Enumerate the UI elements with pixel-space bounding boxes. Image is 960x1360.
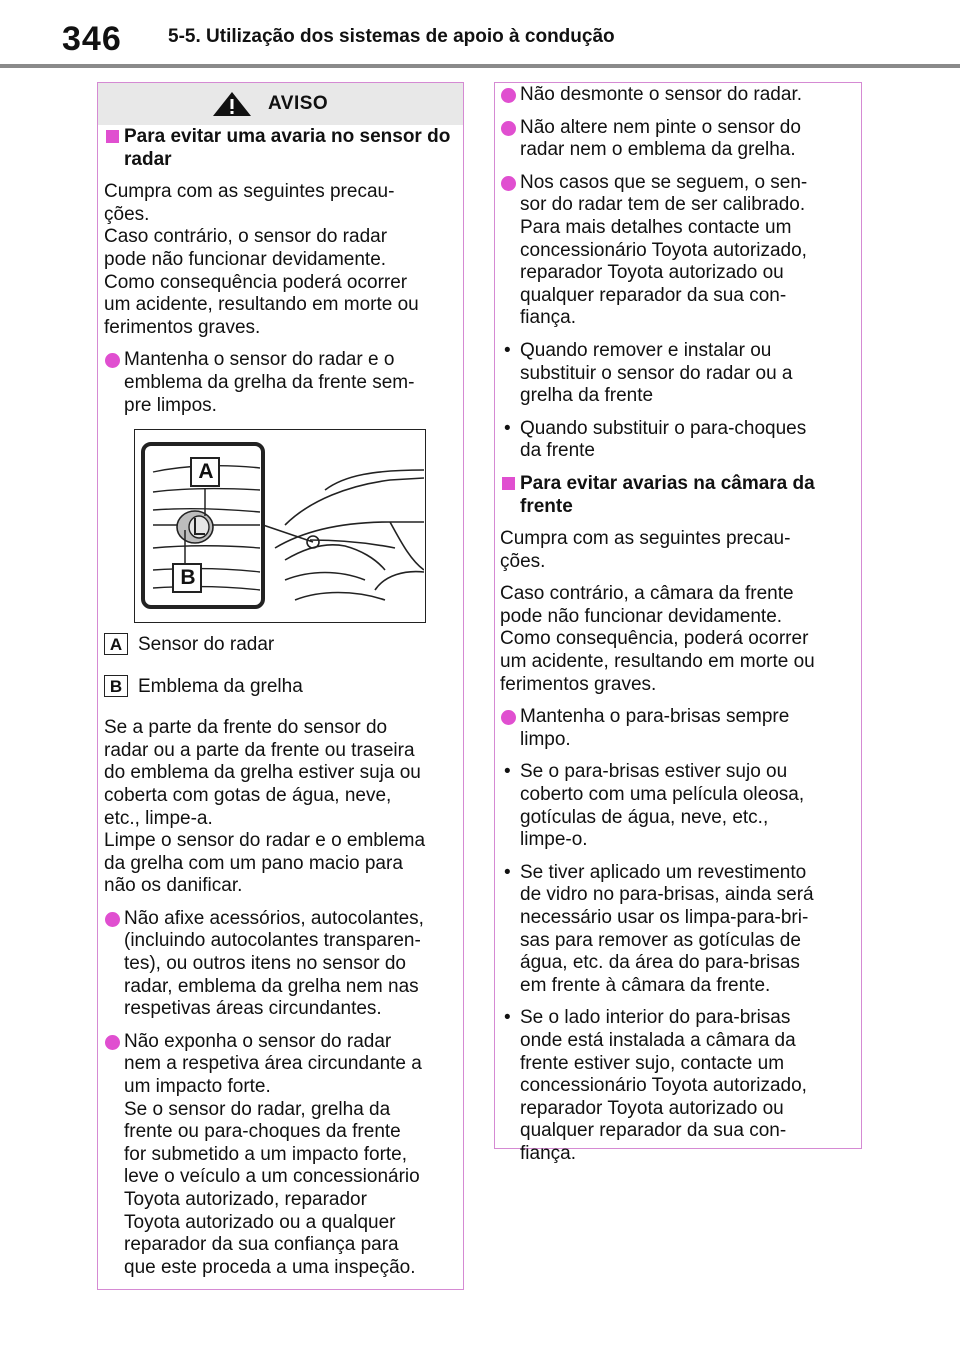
right-column: [500, 84, 852, 1176]
caption-radar-sensor: [104, 633, 454, 657]
figure-label-a: A: [198, 460, 214, 484]
caption-grille-emblem: [104, 675, 454, 699]
bullet-replace-bumper: • Quando substituir o para-choques da frente: [500, 418, 852, 463]
caption-tag-a: A: [104, 633, 128, 655]
heading-front-camera: Para evitar avarias na câmara da frente: [500, 473, 852, 518]
page-header: [0, 0, 960, 70]
dot-item-no-accessories: Não afixe acessórios, autocolantes, (incluindo autocolantes transparen- tes), ou outros itens no sensor do radar, emblema da grelha nem nas respetivas áreas circundantes.: [104, 908, 454, 1021]
bullet-inner-windshield: • Se o lado interior do para-brisas onde está instalada a câmara da frente estiver sujo, contacte um concessionário Toyota autorizado, reparador Toyota autorizado ou qualquer reparador da sua con- fiança.: [500, 1007, 852, 1165]
caption-tag-b: B: [104, 675, 128, 697]
radar-sensor-figure: [134, 429, 426, 623]
warning-label: AVISO: [268, 93, 329, 114]
bullet-remove-install: • Quando remover e instalar ou substituir o sensor do radar ou a grelha da frente: [500, 340, 852, 408]
dot-item-windshield-clean: Mantenha o para-brisas sempre limpo.: [500, 706, 852, 751]
bullet-dirty-windshield: • Se o para-brisas estiver sujo ou coberto com uma película oleosa, gotículas de água, neve, etc., limpe-o.: [500, 761, 852, 851]
heading-radar-sensor: Para evitar uma avaria no sensor do radar: [104, 126, 454, 171]
bullet-glass-coating: • Se tiver aplicado um revestimento de vidro no para-brisas, ainda será necessário usar os limpa-para-bri- sas para remover as gotículas de água, etc. da área do para-brisas em frente à câmara da frente.: [500, 862, 852, 998]
dot-item-no-alter: Não altere nem pinte o sensor do radar nem o emblema da grelha.: [500, 117, 852, 162]
warning-icon: [212, 91, 252, 117]
caption-text-b: Emblema da grelha: [138, 676, 303, 698]
dot-item-no-disassemble: Não desmonte o sensor do radar.: [500, 84, 852, 107]
section-title: 5-5. Utilização dos sistemas de apoio à condução: [168, 26, 615, 47]
intro-paragraph: Cumpra com as seguintes precau- ções. Caso contrário, o sensor do radar pode não funcionar devidamente. Como consequência poderá ocorrer um acidente, resultando em morte ou ferimentos graves.: [104, 181, 419, 338]
cleaning-paragraph: Se a parte da frente do sensor do radar ou a parte da frente ou traseira do emblema da grelha estiver suja ou coberta com gotas de água, neve, etc., limpe-a. Limpe o sensor do radar e o emblema da grelha com um pano macio para não os danificar.: [104, 717, 426, 897]
intro-paragraph-camera-b: Caso contrário, a câmara da frente pode não funcionar devidamente. Como consequência, poderá ocorrer um acidente, resultando em morte ou ferimentos graves.: [500, 583, 815, 695]
dot-item-calibration: Nos casos que se seguem, o sen- sor do radar tem de ser calibrado. Para mais detalhes contacte um concessionário Toyota autorizado, reparador Toyota autorizado ou qualquer reparador da sua con- fiança.: [500, 172, 852, 330]
warning-header: [98, 83, 463, 125]
header-rule: [0, 64, 960, 68]
car-front-illustration: [135, 430, 424, 621]
intro-paragraph-camera-a: Cumpra com as seguintes precau- ções.: [500, 528, 791, 572]
figure-label-b: B: [180, 566, 196, 590]
caption-text-a: Sensor do radar: [138, 634, 275, 656]
page-number: 346: [62, 20, 122, 58]
dot-item-keep-clean: Mantenha o sensor do radar e o emblema da grelha da frente sem- pre limpos.: [104, 349, 454, 417]
left-column: [104, 126, 454, 1289]
dot-item-no-impact: Não exponha o sensor do radar nem a respetiva área circundante a um impacto forte. Se o sensor do radar, grelha da frente ou para-choques da frente for submetido a um impacto forte, leve o veículo a um concessionário Toyota autorizado, reparador Toyota autorizado ou a qualquer reparador da sua confiança para que este proceda a uma inspeção.: [104, 1031, 454, 1280]
